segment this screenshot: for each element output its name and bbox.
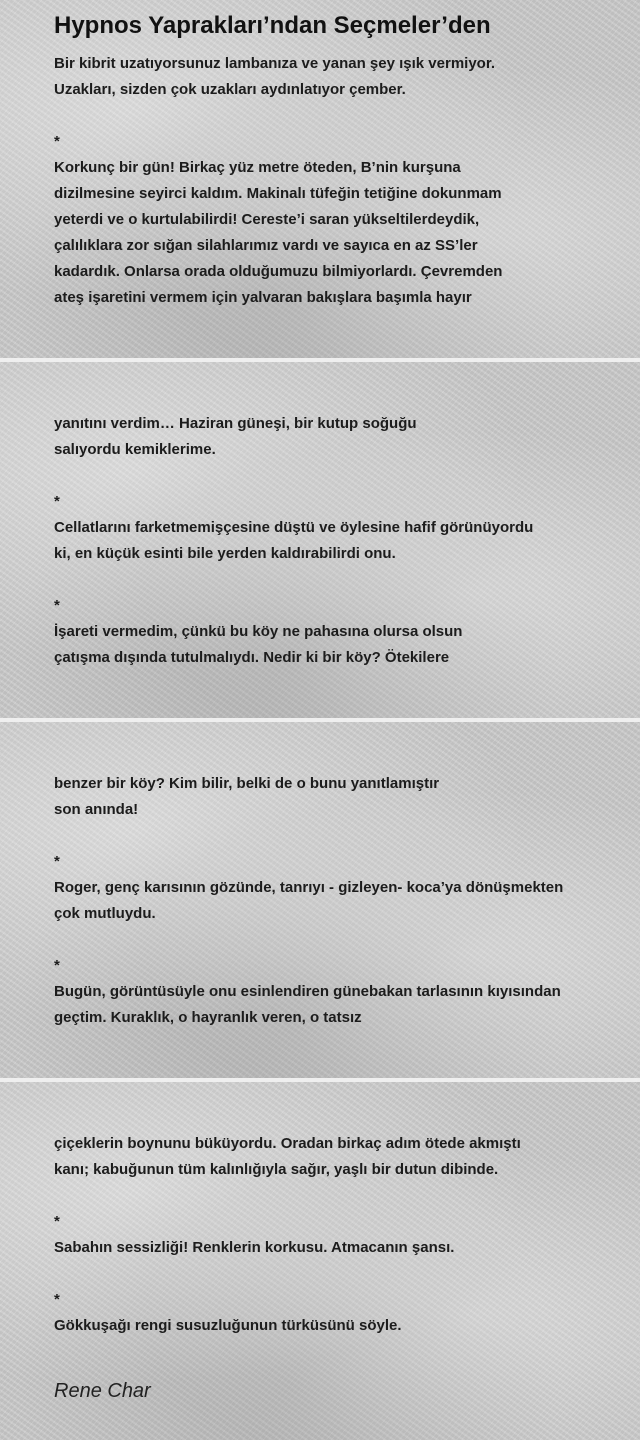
poem-line: son anında! — [54, 801, 139, 818]
poem-line: çalılıklara zor sığan silahlarımız vardı ve sayıca en az SS’ler — [54, 237, 478, 254]
poem-line: Cellatlarını farketmemişçesine düştü ve öylesine hafif görünüyordu — [54, 519, 534, 536]
poem-line: kadardık. Onlarsa orada olduğumuzu bilmiyorlardı. Çevremden — [54, 263, 503, 280]
poem-line: Sabahın sessizliği! Renklerin korkusu. Atmacanın şansı. — [54, 1239, 455, 1256]
poem-line: Bugün, görüntüsüyle onu esinlendiren günebakan tarlasının kıyısından — [54, 983, 561, 1000]
section-separator: * — [54, 493, 60, 510]
poem-section-2 — [54, 411, 614, 671]
poem-line: ateş işaretini vermem için yalvaran bakışlara başımla hayır — [54, 289, 472, 306]
poem-line: benzer bir köy? Kim bilir, belki de o bunu yanıtlamıştır — [54, 775, 440, 792]
poem-line: Gökkuşağı rengi susuzluğunun türküsünü söyle. — [54, 1317, 402, 1334]
poem-section-3 — [54, 771, 614, 1031]
poem-line: Bir kibrit uzatıyorsunuz lambanıza ve yanan şey ışık vermiyor. — [54, 55, 496, 72]
poem-line: çatışma dışında tutulmalıydı. Nedir ki bir köy? Ötekilere — [54, 649, 450, 666]
poem-line: İşareti vermedim, çünkü bu köy ne pahasına olursa olsun — [54, 623, 463, 640]
poem-line: çiçeklerin boynunu büküyordu. Oradan birkaç adım ötede akmıştı — [54, 1135, 521, 1152]
poem-title: Hypnos Yaprakları’ndan Seçmeler’den — [54, 12, 491, 39]
poem-line: geçtim. Kuraklık, o hayranlık veren, o tatsız — [54, 1009, 362, 1026]
poem-line: Korkunç bir gün! Birkaç yüz metre öteden, B’nin kurşuna — [54, 159, 461, 176]
poem-line: Roger, genç karısının gözünde, tanrıyı - gizleyen- koca’ya dönüşmekten — [54, 879, 564, 896]
section-separator: * — [54, 1291, 60, 1308]
section-separator: * — [54, 597, 60, 614]
section-separator: * — [54, 1213, 60, 1230]
section-separator: * — [54, 133, 60, 150]
section-separator: * — [54, 957, 60, 974]
poem-line: salıyordu kemiklerime. — [54, 441, 216, 458]
poem-line: çok mutluydu. — [54, 905, 156, 922]
poem-line: ki, en küçük esinti bile yerden kaldırabilirdi onu. — [54, 545, 396, 562]
poem-line: dizilmesine seyirci kaldım. Makinalı tüfeğin tetiğine dokunmam — [54, 185, 502, 202]
poem-author: Rene Char — [54, 1380, 151, 1402]
poem-line: yanıtını verdim… Haziran güneşi, bir kutup soğuğu — [54, 415, 417, 432]
poem-section-4 — [54, 1131, 614, 1339]
poem-section-1 — [54, 51, 614, 311]
poem-line: yeterdi ve o kurtulabilirdi! Cereste’i saran yükseltilerdeydik, — [54, 211, 480, 228]
poem-line: kanı; kabuğunun tüm kalınlığıyla sağır, yaşlı bir dutun dibinde. — [54, 1161, 499, 1178]
poem-line: Uzakları, sizden çok uzakları aydınlatıyor çember. — [54, 81, 406, 98]
section-separator: * — [54, 853, 60, 870]
